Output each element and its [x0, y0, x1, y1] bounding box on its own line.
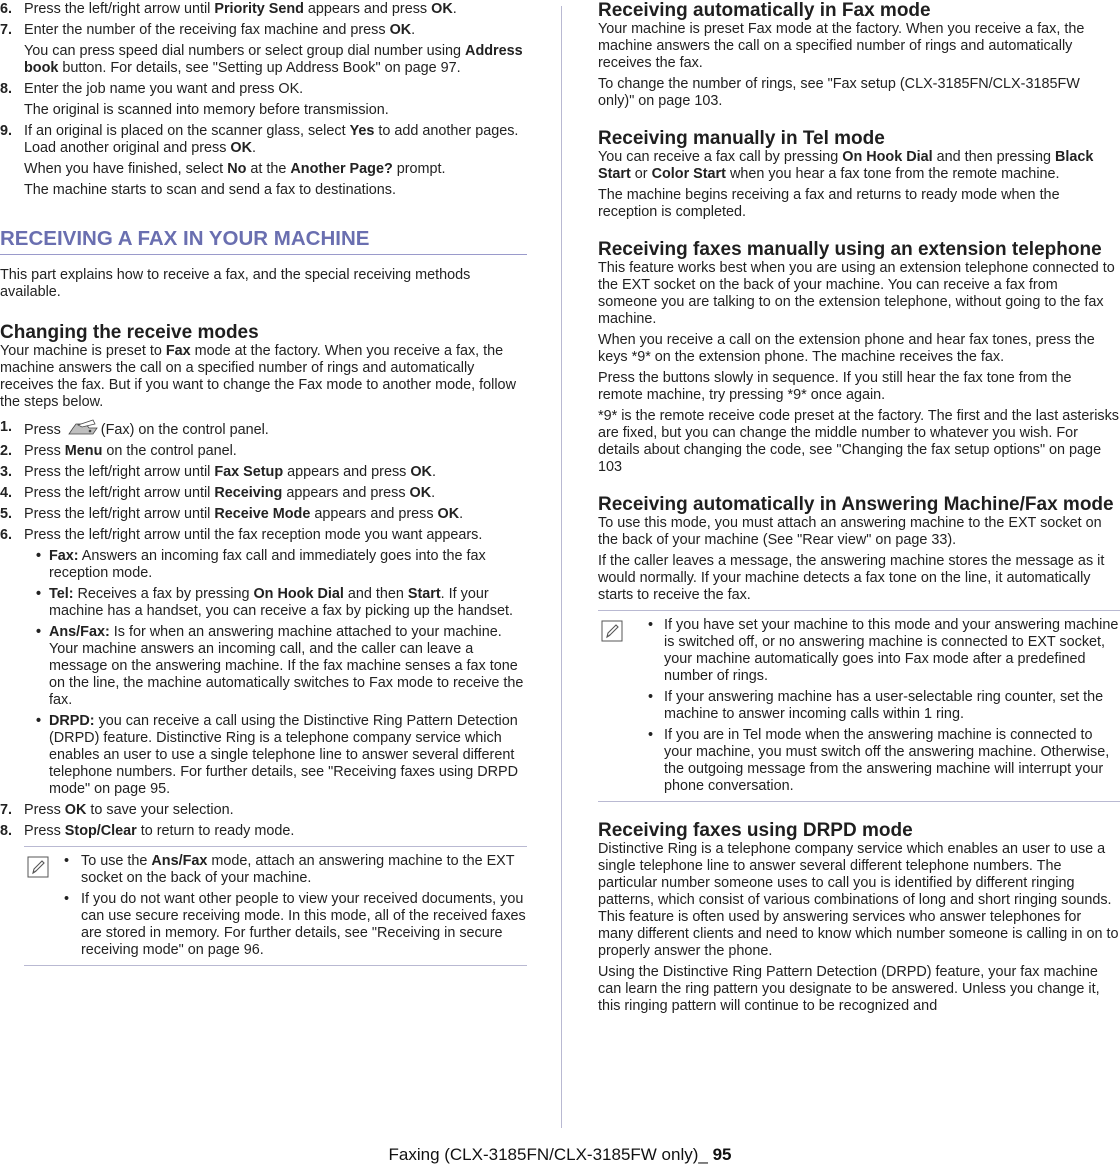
note-item: • If you have set your machine to this mode and your answering machine is switched off, or no answering machine is connected to EXT socket, your machine automatically goes into Fax mode after a predefined number of rings. — [648, 617, 1119, 684]
drpd-para-2: Using the Distinctive Ring Pattern Detection (DRPD) feature, your fax machine can learn the ring pattern you designate to be answered. Unless you change it, this ringing pattern will continue to be recognized and — [598, 964, 1100, 1014]
left-column — [0, 0, 527, 966]
step-7-save: 7. Press OK to save your selection. — [0, 802, 234, 818]
mode-tel-bullet: • Tel: Receives a fax by pressing On Hook Dial and then Start. If your machine has a handset, you can receive a fax by picking up the handset. — [36, 586, 513, 619]
answering-para-2: If the caller leaves a message, the answering machine stores the message as it would normally. If your machine detects a fax tone on the line, it automatically starts to receive the fax. — [598, 553, 1105, 603]
right-column — [598, 0, 1120, 1019]
step-8-job-name: 8. Enter the job name you want and press OK. — [0, 81, 304, 97]
step-9-detail-1: When you have finished, select No at the Another Page? prompt. — [24, 161, 446, 177]
heading-tel-mode: Receiving manually in Tel mode — [598, 128, 885, 149]
step-number: 7. — [0, 22, 13, 38]
step-9-scanner-glass: 9. If an original is placed on the scanner glass, select Yes to add another pages. Load another original and press OK. — [0, 123, 519, 156]
step-9-detail-2: The machine starts to scan and send a fax to destinations. — [24, 182, 396, 198]
note-item: • If you are in Tel mode when the answering machine is connected to your machine, you must switch off the answering machine. Otherwise, the outgoing message from the answering machine will interrupt your phone conversation. — [648, 727, 1110, 794]
step-number: 8. — [0, 823, 13, 839]
note-box — [598, 610, 1120, 802]
step-4-receiving: 4. Press the left/right arrow until Receiving appears and press OK. — [0, 485, 436, 501]
step-number: 9. — [0, 123, 13, 139]
step-7-enter-number: 7. Enter the number of the receiving fax machine and press OK. — [0, 22, 416, 38]
step-number: 6. — [0, 1, 13, 17]
note-item: • If you do not want other people to view your received documents, you can use secure receiving mode. In this mode, all of the received faxes are stored in memory. For further details, see "Receiving in secure receiving mode" on page 96. — [64, 891, 526, 958]
fax-icon — [66, 419, 100, 437]
note-item: • If your answering machine has a user-selectable ring counter, set the machine to answer incoming calls within 1 ring. — [648, 689, 1104, 722]
extension-para-4: *9* is the remote receive code preset at the factory. The first and the last asterisks are fixed, but you can change the middle number to whatever you wish. For details about changing the code, see "Changing the fax setup options" on page 103 — [598, 408, 1119, 475]
extension-para-2: When you receive a call on the extension phone and hear fax tones, press the keys *9* on the extension phone. The machine receives the fax. — [598, 332, 1095, 365]
heading-extension-telephone: Receiving faxes manually using an extension telephone — [598, 239, 1102, 260]
step-5-receive-mode: 5. Press the left/right arrow until Receive Mode appears and press OK. — [0, 506, 464, 522]
step-8-detail: The original is scanned into memory before transmission. — [24, 102, 389, 118]
tel-mode-para-2: The machine begins receiving a fax and returns to ready mode when the reception is completed. — [598, 187, 1060, 220]
receive-modes-intro: Your machine is preset to Fax mode at the factory. When you receive a fax, the machine answers the call on a specified number of rings and automatically receives the fax. But if you want to change the Fax mode to another mode, follow the steps below. — [0, 343, 516, 410]
mode-fax-bullet: • Fax: Answers an incoming fax call and immediately goes into the fax reception mode. — [36, 548, 486, 581]
page-number: 95 — [707, 1145, 732, 1164]
step-6-priority-send: 6. Press the left/right arrow until Priority Send appears and press OK. — [0, 1, 457, 17]
section-heading: RECEIVING A FAX IN YOUR MACHINE — [0, 227, 527, 255]
note-box — [24, 846, 527, 966]
extension-para-1: This feature works best when you are using an extension telephone connected to the EXT socket on the back of your machine. You can receive a fax from someone you are talking to on the extension telephone, without going to the fax machine. — [598, 260, 1115, 327]
tel-mode-para-1: You can receive a fax call by pressing On Hook Dial and then pressing Black Start or Color Start when you hear a fax tone from the remote machine. — [598, 149, 1094, 182]
step-number: 2. — [0, 443, 13, 459]
step-2-press-menu: 2. Press Menu on the control panel. — [0, 443, 237, 459]
answering-para-1: To use this mode, you must attach an answering machine to the EXT socket on the back of your machine (See "Rear view" on page 33). — [598, 515, 1102, 548]
step-7-detail: You can press speed dial numbers or select group dial number using Address book button. For details, see "Setting up Address Book" on page 97. — [24, 43, 523, 76]
step-3-fax-setup: 3. Press the left/right arrow until Fax Setup appears and press OK. — [0, 464, 436, 480]
drpd-para-1: Distinctive Ring is a telephone company service which enables an user to use a single telephone line to answer several different telephone numbers. The particular number someone uses to call you is identified by different ringing patterns, which consist of various combinations of long and short ringing sounds. This feature is often used by answering services who answer telephones for many different clients and need to know which number someone is calling in on to properly answer the phone. — [598, 841, 1119, 959]
mode-drpd-bullet: • DRPD: you can receive a call using the Distinctive Ring Pattern Detection (DRPD) feature. Distinctive Ring is a telephone company service which enables an user to use a single telephone line to answer several different telephone numbers. For further details, see "Receiving faxes using DRPD mode" on page 95. — [36, 713, 519, 797]
extension-para-3: Press the buttons slowly in sequence. If you still hear the fax tone from the remote machine, try pressing *9* once again. — [598, 370, 1072, 403]
auto-fax-para-2: To change the number of rings, see "Fax setup (CLX-3185FN/CLX-3185FW only)" on page 103. — [598, 76, 1080, 109]
step-1-press-fax: 1. Press (Fax) on the control panel. — [0, 419, 269, 438]
step-6-select-mode: 6. Press the left/right arrow until the fax reception mode you want appears. — [0, 527, 483, 543]
step-number: 5. — [0, 506, 13, 522]
step-number: 3. — [0, 464, 13, 480]
step-8-stop-clear: 8. Press Stop/Clear to return to ready mode. — [0, 823, 295, 839]
auto-fax-para-1: Your machine is preset Fax mode at the factory. When you receive a fax, the machine answers the call on a specified number of rings and automatically receives the fax. — [598, 21, 1085, 71]
step-number: 8. — [0, 81, 13, 97]
heading-drpd-mode: Receiving faxes using DRPD mode — [598, 820, 913, 841]
heading-auto-fax-mode: Receiving automatically in Fax mode — [598, 0, 931, 21]
step-number: 7. — [0, 802, 13, 818]
step-number: 4. — [0, 485, 13, 501]
page-footer — [0, 1145, 1120, 1165]
step-number: 6. — [0, 527, 13, 543]
column-divider — [561, 6, 562, 1128]
mode-ans-fax-bullet: • Ans/Fax: Is for when an answering machine attached to your machine. Your machine answers an incoming call, and the caller can leave a message on the answering machine. If the fax machine senses a fax tone on the line, the machine automatically switches to Fax mode to receive the fax. — [36, 624, 524, 708]
section-intro: This part explains how to receive a fax, and the special receiving methods available. — [0, 267, 471, 300]
step-number: 1. — [0, 419, 13, 435]
footer-label: Faxing (CLX-3185FN/CLX-3185FW only)_ — [388, 1145, 708, 1164]
sub-heading-receive-modes: Changing the receive modes — [0, 322, 259, 343]
heading-answering-machine-mode: Receiving automatically in Answering Machine/Fax mode — [598, 494, 1114, 515]
note-item: • To use the Ans/Fax mode, attach an answering machine to the EXT socket on the back of your machine. — [64, 853, 515, 886]
